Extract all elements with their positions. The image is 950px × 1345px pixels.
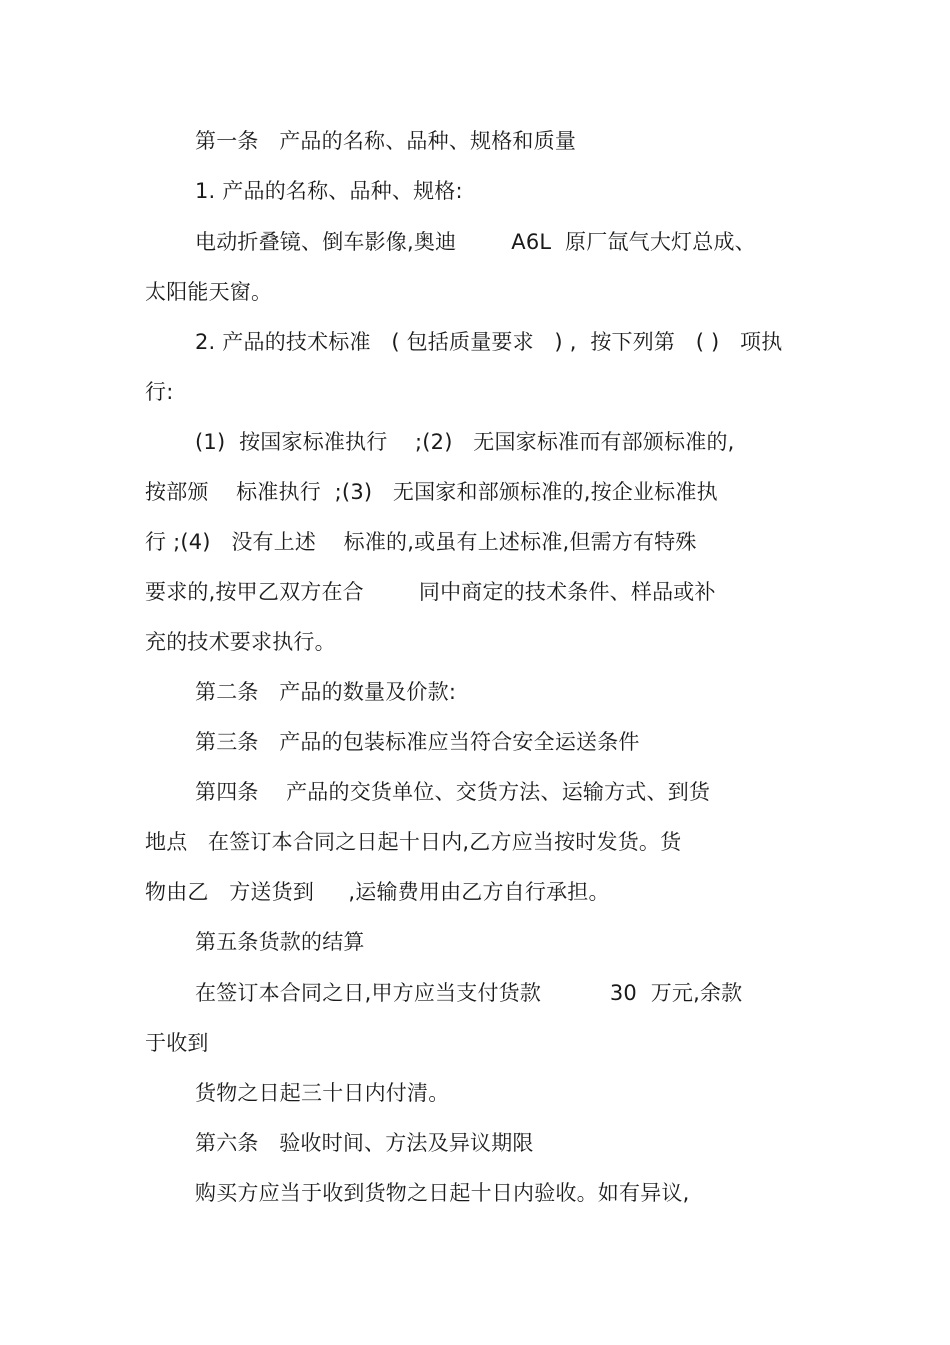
article-3-heading: 第三条 产品的包装标准应当符合安全运送条件 <box>195 730 640 754</box>
payment-line-3: 货物之日起三十日内付清。 <box>195 1081 450 1105</box>
article-2-heading: 第二条 产品的数量及价款: <box>195 680 457 704</box>
standards-line-4: 要求的,按甲乙双方在合 同中商定的技术条件、样品或补 <box>145 580 716 604</box>
article-1-heading: 第一条 产品的名称、品种、规格和质量 <box>195 129 577 153</box>
article-5-heading: 第五条货款的结算 <box>195 930 365 954</box>
product-list-line-2: 太阳能天窗。 <box>145 280 273 304</box>
standards-line-3: 行 ;(4) 没有上述 标准的,或虽有上述标准,但需方有特殊 <box>145 530 697 554</box>
standards-line-1: (1) 按国家标准执行 ;(2) 无国家标准而有部颁标准的, <box>195 430 735 454</box>
article-6-heading: 第六条 验收时间、方法及异议期限 <box>195 1131 534 1155</box>
product-list-line-1: 电动折叠镜、倒车影像,奥迪 A6L 原厂氙气大灯总成、 <box>195 230 756 254</box>
article-4-line-2: 地点 在签订本合同之日起十日内,乙方应当按时发货。货 <box>145 830 682 854</box>
article-4-heading: 第四条 产品的交货单位、交货方法、运输方式、到货 <box>195 780 711 804</box>
clause-1-2-line-1: 2. 产品的技术标准 ( 包括质量要求 ) , 按下列第 ( ) 项执 <box>195 330 783 354</box>
clause-1-2-line-2: 行: <box>145 380 174 404</box>
standards-line-5: 充的技术要求执行。 <box>145 630 336 654</box>
standards-line-2: 按部颁 标准执行 ;(3) 无国家和部颁标准的,按企业标准执 <box>145 480 718 504</box>
payment-line-1: 在签订本合同之日,甲方应当支付货款 30 万元,余款 <box>195 981 743 1005</box>
article-4-line-3: 物由乙 方送货到 ,运输费用由乙方自行承担。 <box>145 880 610 904</box>
payment-line-2: 于收到 <box>145 1031 209 1055</box>
inspection-line-1: 购买方应当于收到货物之日起十日内验收。如有异议, <box>195 1181 690 1205</box>
clause-1-1: 1. 产品的名称、品种、规格: <box>195 179 463 203</box>
